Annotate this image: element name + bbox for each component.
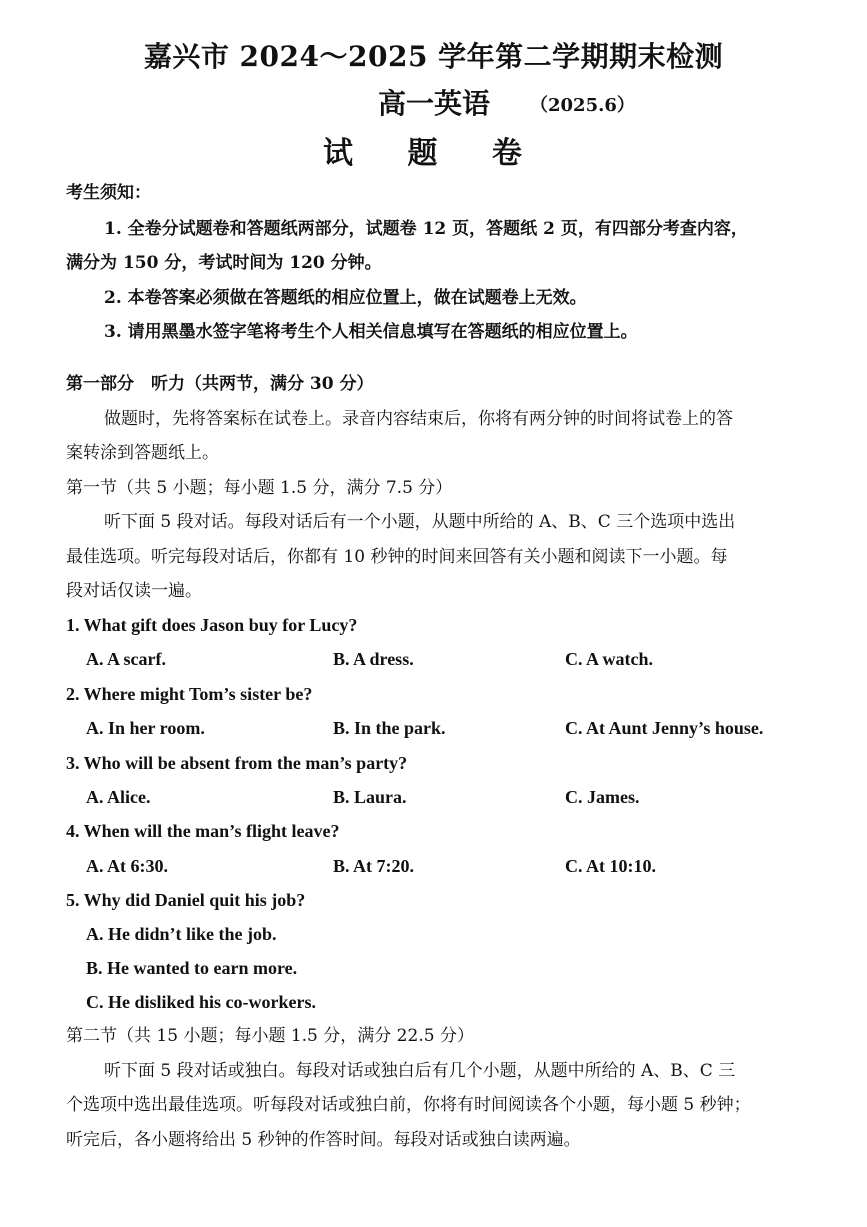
exam-title: 嘉兴市 2024～2025 学年第二学期期末检测: [143, 40, 724, 73]
question-2-option-a: A. In her room.: [86, 718, 205, 738]
section2-intro-line-2: 个选项中选出最佳选项。听每段对话或独白前，你将有时间阅读各个小题，每小题 5 秒钟；: [66, 1095, 751, 1115]
notice-item-1-line-1: 1. 全卷分试题卷和答题纸两部分，试题卷 12 页，答题纸 2 页，有四部分考查内容，: [104, 219, 748, 239]
question-4-option-b: B. At 7:20.: [333, 856, 414, 876]
question-3-option-a: A. Alice.: [86, 787, 151, 807]
section1-heading: 第一节（共 5 小题；每小题 1.5 分，满分 7.5 分）: [66, 478, 453, 498]
document-type: 试 题 卷: [323, 136, 544, 171]
section1-intro-line-3: 段对话仅读一遍。: [66, 581, 202, 601]
part1-intro-line-2: 案转涂到答题纸上。: [66, 443, 219, 463]
question-1-option-a: A. A scarf.: [86, 649, 166, 669]
part1-intro-line-1: 做题时，先将答案标在试卷上。录音内容结束后，你将有两分钟的时间将试卷上的答: [104, 409, 733, 429]
question-4-option-c: C. At 10:10.: [565, 856, 656, 876]
question-3: 3. Who will be absent from the man’s party?: [66, 753, 408, 773]
question-4-option-a: A. At 6:30.: [86, 856, 168, 876]
question-2-option-b: B. In the park.: [333, 718, 446, 738]
question-1-option-b: B. A dress.: [333, 649, 414, 669]
question-1-option-c: C. A watch.: [565, 649, 654, 669]
exam-date: （2025.6）: [530, 95, 635, 116]
section2-heading: 第二节（共 15 小题；每小题 1.5 分，满分 22.5 分）: [66, 1026, 474, 1046]
section1-intro-line-1: 听下面 5 段对话。每段对话后有一个小题，从题中所给的 A、B、C 三个选项中选出: [104, 512, 736, 532]
notice-item-2: 2. 本卷答案必须做在答题纸的相应位置上，做在试题卷上无效。: [104, 288, 587, 308]
part1-heading: 第一部分 听力（共两节，满分 30 分）: [66, 374, 374, 394]
question-2-option-c: C. At Aunt Jenny’s house.: [565, 718, 764, 738]
subject-title: 高一英语: [378, 87, 491, 120]
question-1: 1. What gift does Jason buy for Lucy?: [66, 615, 358, 635]
question-2: 2. Where might Tom’s sister be?: [66, 684, 313, 704]
question-5-option-b: B. He wanted to earn more.: [86, 958, 298, 978]
notice-item-3: 3. 请用黑墨水签字笔将考生个人相关信息填写在答题纸的相应位置上。: [104, 322, 638, 342]
question-5-option-a: A. He didn’t like the job.: [86, 924, 277, 944]
section1-intro-line-2: 最佳选项。听完每段对话后，你都有 10 秒钟的时间来回答有关小题和阅读下一小题。每: [66, 547, 728, 567]
question-3-option-b: B. Laura.: [333, 787, 407, 807]
notice-item-1-line-2: 满分为 150 分，考试时间为 120 分钟。: [66, 253, 382, 273]
section2-intro-line-1: 听下面 5 段对话或独白。每段对话或独白后有几个小题，从题中所给的 A、B、C 三: [104, 1061, 736, 1081]
question-5: 5. Why did Daniel quit his job?: [66, 890, 306, 910]
question-3-option-c: C. James.: [565, 787, 640, 807]
question-5-option-c: C. He disliked his co-workers.: [86, 992, 317, 1012]
question-4: 4. When will the man’s flight leave?: [66, 821, 340, 841]
notice-heading: 考生须知：: [66, 183, 151, 203]
section2-intro-line-3: 听完后，各小题将给出 5 秒钟的作答时间。每段对话或独白读两遍。: [66, 1130, 581, 1150]
